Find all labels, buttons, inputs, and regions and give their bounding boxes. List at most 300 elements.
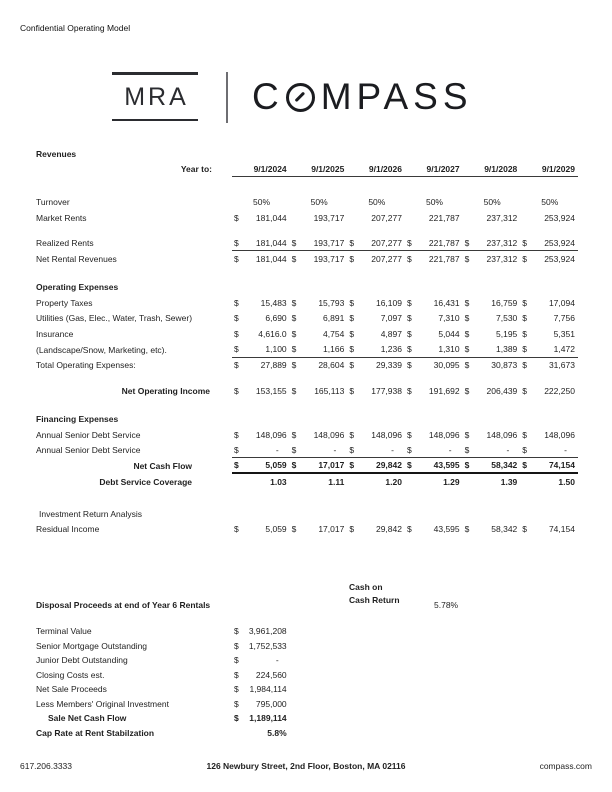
cell-value: 5.8% (267, 727, 287, 738)
value-cell (290, 360, 348, 370)
row-label: Net Cash Flow (133, 461, 192, 472)
value-cell (232, 524, 290, 534)
value-cell (520, 213, 578, 223)
cell-value: 43,595 (433, 524, 460, 535)
value-cell (232, 386, 290, 396)
value-cell (405, 386, 463, 396)
value-cell (463, 298, 521, 308)
disposal-header (36, 580, 578, 614)
row-columns (232, 310, 578, 326)
disposal-title: Disposal Proceeds at end of Year 6 Rentals (36, 600, 211, 610)
value-cell (405, 213, 463, 223)
value-cell (290, 329, 348, 339)
disposal-section (36, 580, 578, 740)
spacer-row (36, 373, 578, 383)
dollar-sign: $ (522, 328, 528, 339)
cell-value: 30,873 (491, 360, 518, 371)
value-cell (347, 298, 405, 308)
dollar-sign: $ (234, 429, 239, 440)
dollar-sign: $ (234, 313, 239, 324)
value-cell (232, 684, 290, 694)
value-cell (290, 386, 348, 396)
row-columns (232, 358, 578, 374)
value-cell (520, 524, 578, 534)
row-columns (232, 474, 578, 490)
row-label: Realized Rents (36, 238, 94, 249)
value-cell (463, 430, 521, 440)
dollar-sign: $ (349, 524, 355, 535)
cell-value: 181,044 (255, 253, 287, 264)
cell-value: 50% (310, 196, 328, 207)
cell-value: 1.50 (558, 476, 575, 487)
cell-value: 1,189,114 (249, 713, 287, 724)
dollar-sign: $ (291, 344, 297, 355)
value-cell (290, 197, 348, 207)
disposal-row (36, 624, 578, 639)
value-cell (290, 238, 348, 248)
dollar-sign: $ (522, 386, 528, 397)
table-row (36, 358, 578, 374)
dollar-sign (232, 728, 234, 738)
dollar-sign: $ (406, 386, 412, 397)
row-label: Closing Costs est. (36, 669, 105, 680)
year-header: 9/1/2028 (484, 163, 518, 174)
compass-logo (252, 68, 473, 126)
table-row (36, 194, 578, 210)
cell-value: 207,277 (371, 212, 402, 223)
table-row (36, 235, 578, 251)
dollar-sign: $ (291, 237, 297, 248)
value-cell (232, 298, 290, 308)
dollar-sign: $ (406, 460, 412, 471)
cell-value: - (448, 444, 452, 455)
dollar-sign: $ (291, 460, 297, 471)
value-cell (232, 238, 290, 248)
cell-value: 50% (253, 196, 271, 207)
value-cell (347, 445, 405, 455)
dollar-sign: $ (234, 460, 239, 471)
cell-value: 181,044 (255, 212, 287, 223)
value-cell (232, 670, 290, 680)
dollar-sign: $ (234, 328, 239, 339)
row-label: Market Rents (36, 212, 87, 223)
value-cell (290, 344, 348, 354)
dollar-sign: $ (349, 460, 355, 471)
dollar-sign: $ (522, 360, 528, 371)
dollar-sign: $ (406, 328, 412, 339)
cell-value: 1.11 (328, 476, 345, 487)
year-header: 9/1/2024 (253, 163, 287, 174)
row-columns (232, 383, 578, 399)
table-row (36, 161, 578, 177)
cell-value: 50% (425, 196, 443, 207)
cell-value: 1,752,533 (248, 640, 287, 651)
table-row (36, 295, 578, 311)
dollar-sign: $ (464, 444, 470, 455)
cell-value: 148,096 (371, 429, 402, 440)
cell-value: 221,787 (428, 253, 460, 264)
dollar-sign: $ (349, 313, 355, 324)
cell-value: 237,312 (486, 212, 518, 223)
cell-value: 7,310 (438, 313, 460, 324)
cell-value: 1,166 (323, 344, 345, 355)
compass-wordmark-pre: C (252, 76, 284, 117)
cell-value: 1.20 (385, 476, 402, 487)
dollar-sign: $ (234, 669, 239, 680)
cell-value: 148,096 (544, 429, 575, 440)
value-cell (405, 313, 463, 323)
cell-value: 1,389 (496, 344, 518, 355)
value-cell (520, 197, 578, 207)
row-label: Insurance (36, 328, 74, 339)
row-label: Junior Debt Outstanding (36, 655, 128, 666)
dollar-sign: $ (464, 297, 470, 308)
mra-logo (112, 72, 198, 121)
cell-value: 50% (368, 196, 386, 207)
value-cell (463, 329, 521, 339)
table-row (36, 458, 578, 474)
cell-value: 148,096 (486, 429, 518, 440)
cell-value: 16,431 (433, 297, 460, 308)
value-cell (290, 445, 348, 455)
value-cell (520, 477, 578, 487)
table-row (36, 507, 578, 522)
row-label: Year to: (180, 164, 212, 174)
financial-table (36, 146, 578, 537)
table-row (36, 474, 578, 490)
dollar-sign: $ (406, 344, 412, 355)
row-columns (232, 443, 578, 459)
value-cell (463, 213, 521, 223)
year-header: 9/1/2026 (368, 163, 402, 174)
dollar-sign: $ (522, 344, 528, 355)
cell-value: 43,595 (433, 460, 460, 471)
table-row (36, 342, 578, 358)
cell-value: 5,059 (265, 460, 287, 471)
dollar-sign: $ (464, 253, 470, 264)
dollar-sign: $ (522, 444, 528, 455)
disposal-row (36, 639, 578, 654)
value-cell (520, 460, 578, 470)
value-cell (520, 386, 578, 396)
disposal-row (36, 726, 578, 741)
value-cell (232, 641, 290, 651)
cell-value: 148,096 (428, 429, 460, 440)
row-label: Turnover (36, 196, 70, 207)
dollar-sign: $ (349, 253, 355, 264)
cell-value: 74,154 (548, 524, 575, 535)
dollar-sign: $ (234, 524, 239, 535)
table-row (36, 146, 578, 161)
row-label: (Landscape/Snow, Marketing, etc). (36, 344, 167, 355)
value-cell (232, 197, 290, 207)
cell-value: 29,842 (375, 524, 402, 535)
cell-value: 224,560 (255, 669, 287, 680)
value-cell (232, 254, 290, 264)
row-label: Net Sale Proceeds (36, 684, 107, 695)
value-cell (520, 360, 578, 370)
row-label: Total Operating Expenses: (36, 360, 136, 371)
cell-value: 16,759 (491, 297, 518, 308)
table-row (36, 326, 578, 342)
dollar-sign (463, 213, 465, 223)
cell-value: 181,044 (255, 237, 287, 248)
dollar-sign: $ (464, 313, 470, 324)
value-cell (232, 344, 290, 354)
value-cell (463, 344, 521, 354)
value-cell (463, 460, 521, 470)
disposal-row (36, 653, 578, 668)
cell-value: 191,692 (428, 386, 460, 397)
dollar-sign: $ (464, 386, 470, 397)
cell-value: 1,472 (553, 344, 575, 355)
dollar-sign: $ (349, 237, 355, 248)
dollar-sign (347, 477, 349, 487)
dollar-sign: $ (406, 237, 412, 248)
row-columns (232, 161, 578, 177)
logo-block (0, 70, 612, 128)
table-row (36, 522, 578, 538)
cell-value: 207,277 (371, 237, 402, 248)
cell-value: 1,984,114 (249, 684, 287, 695)
cell-value: 31,673 (548, 360, 575, 371)
dollar-sign: $ (406, 524, 412, 535)
value-cell (347, 477, 405, 487)
value-cell (405, 254, 463, 264)
value-cell (347, 430, 405, 440)
cell-value: 221,787 (428, 212, 460, 223)
dollar-sign: $ (464, 328, 470, 339)
row-columns (232, 522, 578, 538)
dollar-sign: $ (464, 344, 470, 355)
mra-bottom-bar (112, 119, 198, 122)
compass-wordmark-post: MPASS (320, 76, 473, 117)
cell-value: 193,717 (313, 212, 345, 223)
value-cell (405, 360, 463, 370)
value-cell (520, 238, 578, 248)
cell-value: 4,754 (323, 328, 345, 339)
value-cell (232, 329, 290, 339)
value-cell (405, 344, 463, 354)
dollar-sign: $ (522, 297, 528, 308)
value-cell (290, 213, 348, 223)
value-cell (463, 197, 521, 207)
cell-value: 27,889 (260, 360, 287, 371)
cell-value: - (275, 444, 279, 455)
cell-value: - (333, 444, 337, 455)
row-label: Cap Rate at Rent Stabilzation (36, 727, 155, 738)
dollar-sign: $ (234, 698, 239, 709)
cell-value: 206,439 (486, 386, 518, 397)
value-cell (405, 477, 463, 487)
cell-value: 7,756 (553, 313, 575, 324)
dollar-sign: $ (291, 328, 297, 339)
cell-value: - (506, 444, 510, 455)
row-label: Senior Mortgage Outstanding (36, 640, 148, 651)
cell-value: 74,154 (548, 460, 575, 471)
dollar-sign: $ (522, 313, 528, 324)
dollar-sign: $ (464, 237, 470, 248)
cell-value: 5,059 (265, 524, 287, 535)
cell-value: 1,310 (438, 344, 460, 355)
value-cell (347, 524, 405, 534)
value-cell (405, 524, 463, 534)
value-cell (520, 298, 578, 308)
cell-value: 165,113 (314, 386, 345, 397)
dollar-sign: $ (349, 344, 355, 355)
dollar-sign: $ (234, 626, 239, 637)
table-row (36, 412, 578, 427)
value-cell (232, 360, 290, 370)
dollar-sign: $ (406, 444, 412, 455)
dollar-sign: $ (349, 297, 355, 308)
cell-value: 15,483 (260, 297, 287, 308)
row-label: Less Members' Original Investment (36, 698, 169, 709)
mra-wordmark: MRA (124, 82, 189, 111)
table-row (36, 383, 578, 399)
table-row (36, 310, 578, 326)
dollar-sign: $ (349, 444, 355, 455)
row-label: Residual Income (36, 524, 100, 535)
value-cell (463, 386, 521, 396)
dollar-sign (347, 213, 349, 223)
spacer-row (36, 490, 578, 507)
footer-website: compass.com (539, 761, 592, 771)
table-row (36, 251, 578, 267)
row-label: Net Operating Income (121, 386, 210, 397)
year-header: 9/1/2027 (426, 163, 460, 174)
cell-value: 6,690 (265, 313, 287, 324)
value-cell (290, 254, 348, 264)
value-cell (347, 254, 405, 264)
cell-value: 1,100 (265, 344, 287, 355)
footer-phone: 617.206.3333 (20, 761, 72, 771)
disposal-row (36, 697, 578, 712)
cell-value: 30,095 (433, 360, 460, 371)
cell-value: 237,312 (486, 253, 518, 264)
spacer-row (36, 267, 578, 280)
row-label: Utilities (Gas, Elec., Water, Trash, Sewer) (36, 313, 193, 324)
value-cell (232, 445, 290, 455)
row-columns (232, 458, 578, 474)
cell-value: 29,339 (375, 360, 402, 371)
dollar-sign (290, 213, 292, 223)
value-cell (520, 313, 578, 323)
cell-value: 1.29 (443, 476, 460, 487)
cell-value: 28,604 (318, 360, 345, 371)
table-row (36, 427, 578, 443)
value-cell (232, 430, 290, 440)
table-row (36, 280, 578, 295)
dollar-sign: $ (234, 360, 239, 371)
value-cell (290, 298, 348, 308)
cell-value: 795,000 (255, 698, 287, 709)
footer (0, 761, 612, 771)
row-label: Annual Senior Debt Service (36, 429, 141, 440)
dollar-sign: $ (349, 328, 355, 339)
cell-value: 29,842 (375, 460, 402, 471)
dollar-sign (232, 477, 234, 487)
value-cell (232, 626, 290, 636)
dollar-sign: $ (291, 386, 297, 397)
cell-value: 193,717 (313, 237, 345, 248)
spacer-row (36, 399, 578, 412)
value-cell (405, 430, 463, 440)
value-cell (405, 298, 463, 308)
dollar-sign: $ (234, 713, 239, 724)
dollar-sign: $ (291, 297, 297, 308)
value-cell (463, 254, 521, 264)
cell-value: - (564, 444, 567, 455)
value-cell (232, 313, 290, 323)
dollar-sign: $ (464, 360, 470, 371)
dollar-sign (290, 477, 292, 487)
dollar-sign: $ (291, 524, 297, 535)
value-cell (520, 445, 578, 455)
value-cell (347, 360, 405, 370)
value-cell (232, 728, 290, 738)
disposal-rows (36, 624, 578, 740)
dollar-sign: $ (234, 212, 239, 223)
value-cell (290, 524, 348, 534)
value-cell (405, 238, 463, 248)
dollar-sign: $ (522, 253, 528, 264)
value-cell (347, 460, 405, 470)
value-cell (463, 313, 521, 323)
row-label: Property Taxes (36, 297, 93, 308)
dollar-sign: $ (406, 253, 412, 264)
dollar-sign (520, 213, 522, 223)
dollar-sign: $ (406, 429, 412, 440)
cell-value: 153,155 (255, 386, 287, 397)
row-columns (232, 326, 578, 342)
value-cell (290, 430, 348, 440)
value-cell (290, 313, 348, 323)
value-cell (520, 430, 578, 440)
row-columns (232, 342, 578, 358)
cash-on-cash-line2: Cash Return (349, 594, 400, 605)
cell-value: 148,096 (255, 429, 287, 440)
cell-value: - (275, 655, 279, 666)
section-heading: Revenues (36, 148, 77, 159)
footer-address: 126 Newbury Street, 2nd Floor, Boston, MA 02116 (206, 761, 406, 771)
dollar-sign: $ (234, 444, 239, 455)
cell-value: 177,938 (371, 386, 402, 397)
confidential-label: Confidential Operating Model (20, 23, 131, 33)
value-cell (463, 360, 521, 370)
row-columns (232, 210, 578, 226)
dollar-sign: $ (234, 386, 239, 397)
value-cell (463, 238, 521, 248)
dollar-sign: $ (349, 360, 355, 371)
value-cell (463, 445, 521, 455)
cell-value: 4,897 (380, 328, 402, 339)
dollar-sign (463, 477, 465, 487)
row-label: Net Rental Revenues (36, 253, 117, 264)
dollar-sign: $ (291, 444, 297, 455)
cell-value: 7,097 (380, 313, 402, 324)
value-cell (232, 213, 290, 223)
cell-value: 17,017 (318, 524, 345, 535)
cell-value: 1.39 (500, 476, 518, 487)
cell-value: 7,530 (496, 313, 518, 324)
logo-divider (226, 72, 228, 123)
value-cell (232, 477, 290, 487)
dollar-sign (405, 477, 407, 487)
table-row (36, 210, 578, 226)
year-header: 9/1/2025 (311, 163, 345, 174)
disposal-row (36, 711, 578, 726)
